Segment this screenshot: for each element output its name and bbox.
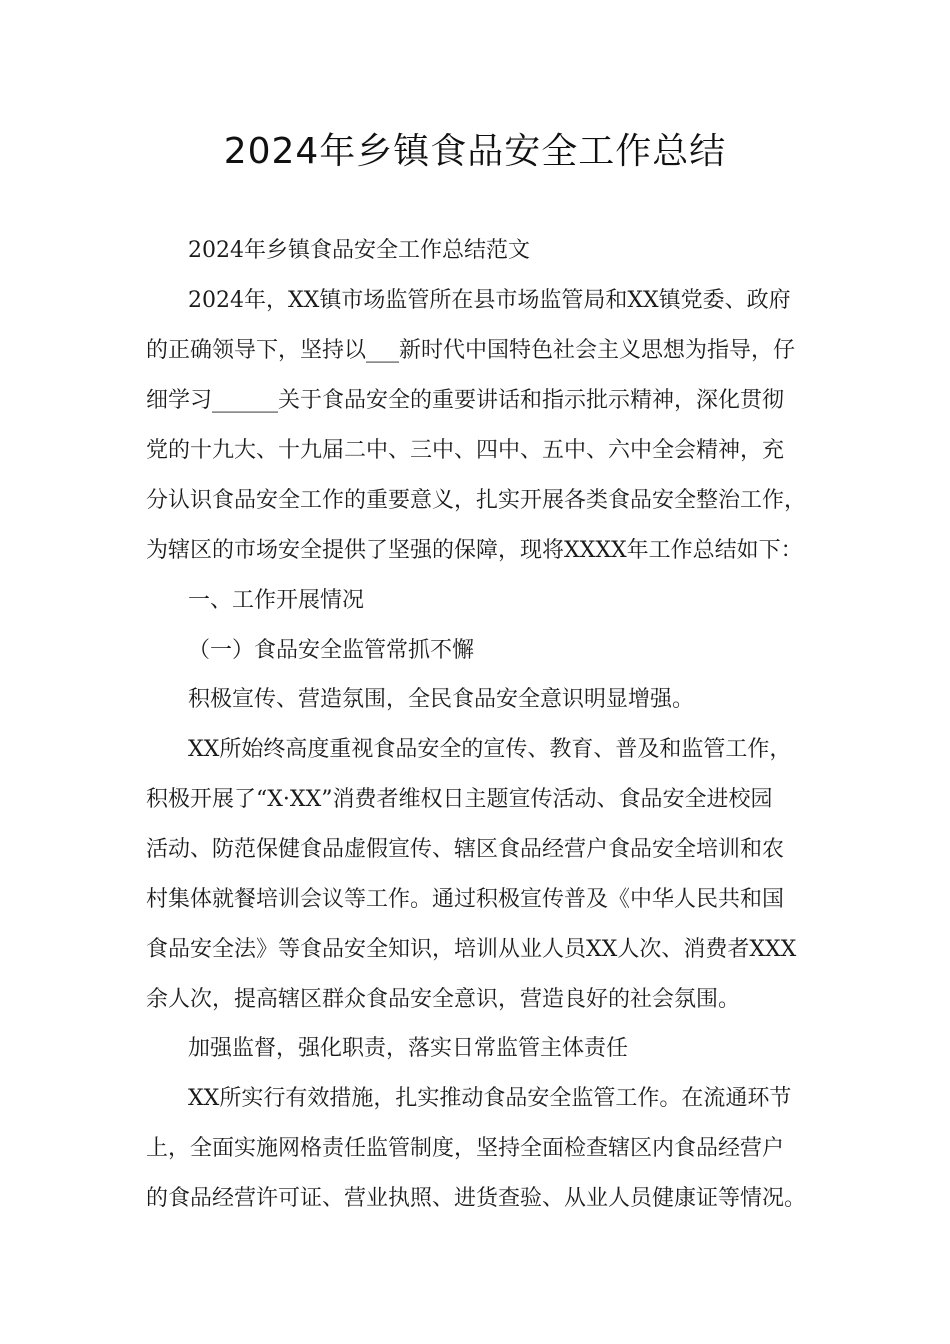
paragraph-line: 积极开展了“X·XX”消费者维权日主题宣传活动、食品安全进校园 <box>146 787 773 812</box>
paragraph-line: XX所始终高度重视食品安全的宣传、教育、普及和监管工作， <box>188 737 792 762</box>
paragraph-line: 分认识食品安全工作的重要意义，扎实开展各类食品安全整治工作， <box>146 488 807 513</box>
paragraph-line: 活动、防范保健食品虚假宣传、辖区食品经营户食品安全培训和农 <box>146 837 785 862</box>
paragraph-line: 的正确领导下，坚持以___新时代中国特色社会主义思想为指导，仔 <box>146 338 796 363</box>
paragraph-line: 村集体就餐培训会议等工作。通过积极宣传普及《中华人民共和国 <box>146 887 785 912</box>
paragraph-line: 余人次，提高辖区群众食品安全意识，营造良好的社会氛围。 <box>146 987 741 1012</box>
paragraph-line: 党的十九大、十九届二中、三中、四中、五中、六中全会精神，充 <box>146 438 785 463</box>
document-title: 2024年乡镇食品安全工作总结 <box>223 131 727 172</box>
subtitle-line: 2024年乡镇食品安全工作总结范文 <box>188 238 530 263</box>
paragraph-line: 细学习______关于食品安全的重要讲话和指示批示精神，深化贯彻 <box>146 388 785 413</box>
paragraph-line: 的食品经营许可证、营业执照、进货查验、从业人员健康证等情况。 <box>146 1186 807 1211</box>
paragraph-line: 加强监督，强化职责，落实日常监管主体责任 <box>188 1036 629 1061</box>
paragraph-line: 积极宣传、营造氛围，全民食品安全意识明显增强。 <box>188 687 695 712</box>
subsection-heading: （一）食品安全监管常抓不懈 <box>188 638 475 663</box>
paragraph-line: 上，全面实施网格责任监管制度，坚持全面检查辖区内食品经营户 <box>146 1136 785 1161</box>
paragraph-line: 为辖区的市场安全提供了坚强的保障，现将XXXX年工作总结如下： <box>146 538 803 563</box>
section-heading: 一、工作开展情况 <box>188 588 365 613</box>
paragraph-line: 食品安全法》等食品安全知识，培训从业人员XX人次、消费者XXX <box>146 937 797 962</box>
paragraph-line: 2024年，XX镇市场监管所在县市场监管局和XX镇党委、政府 <box>188 288 791 313</box>
paragraph-line: XX所实行有效措施，扎实推动食品安全监管工作。在流通环节 <box>188 1086 792 1111</box>
